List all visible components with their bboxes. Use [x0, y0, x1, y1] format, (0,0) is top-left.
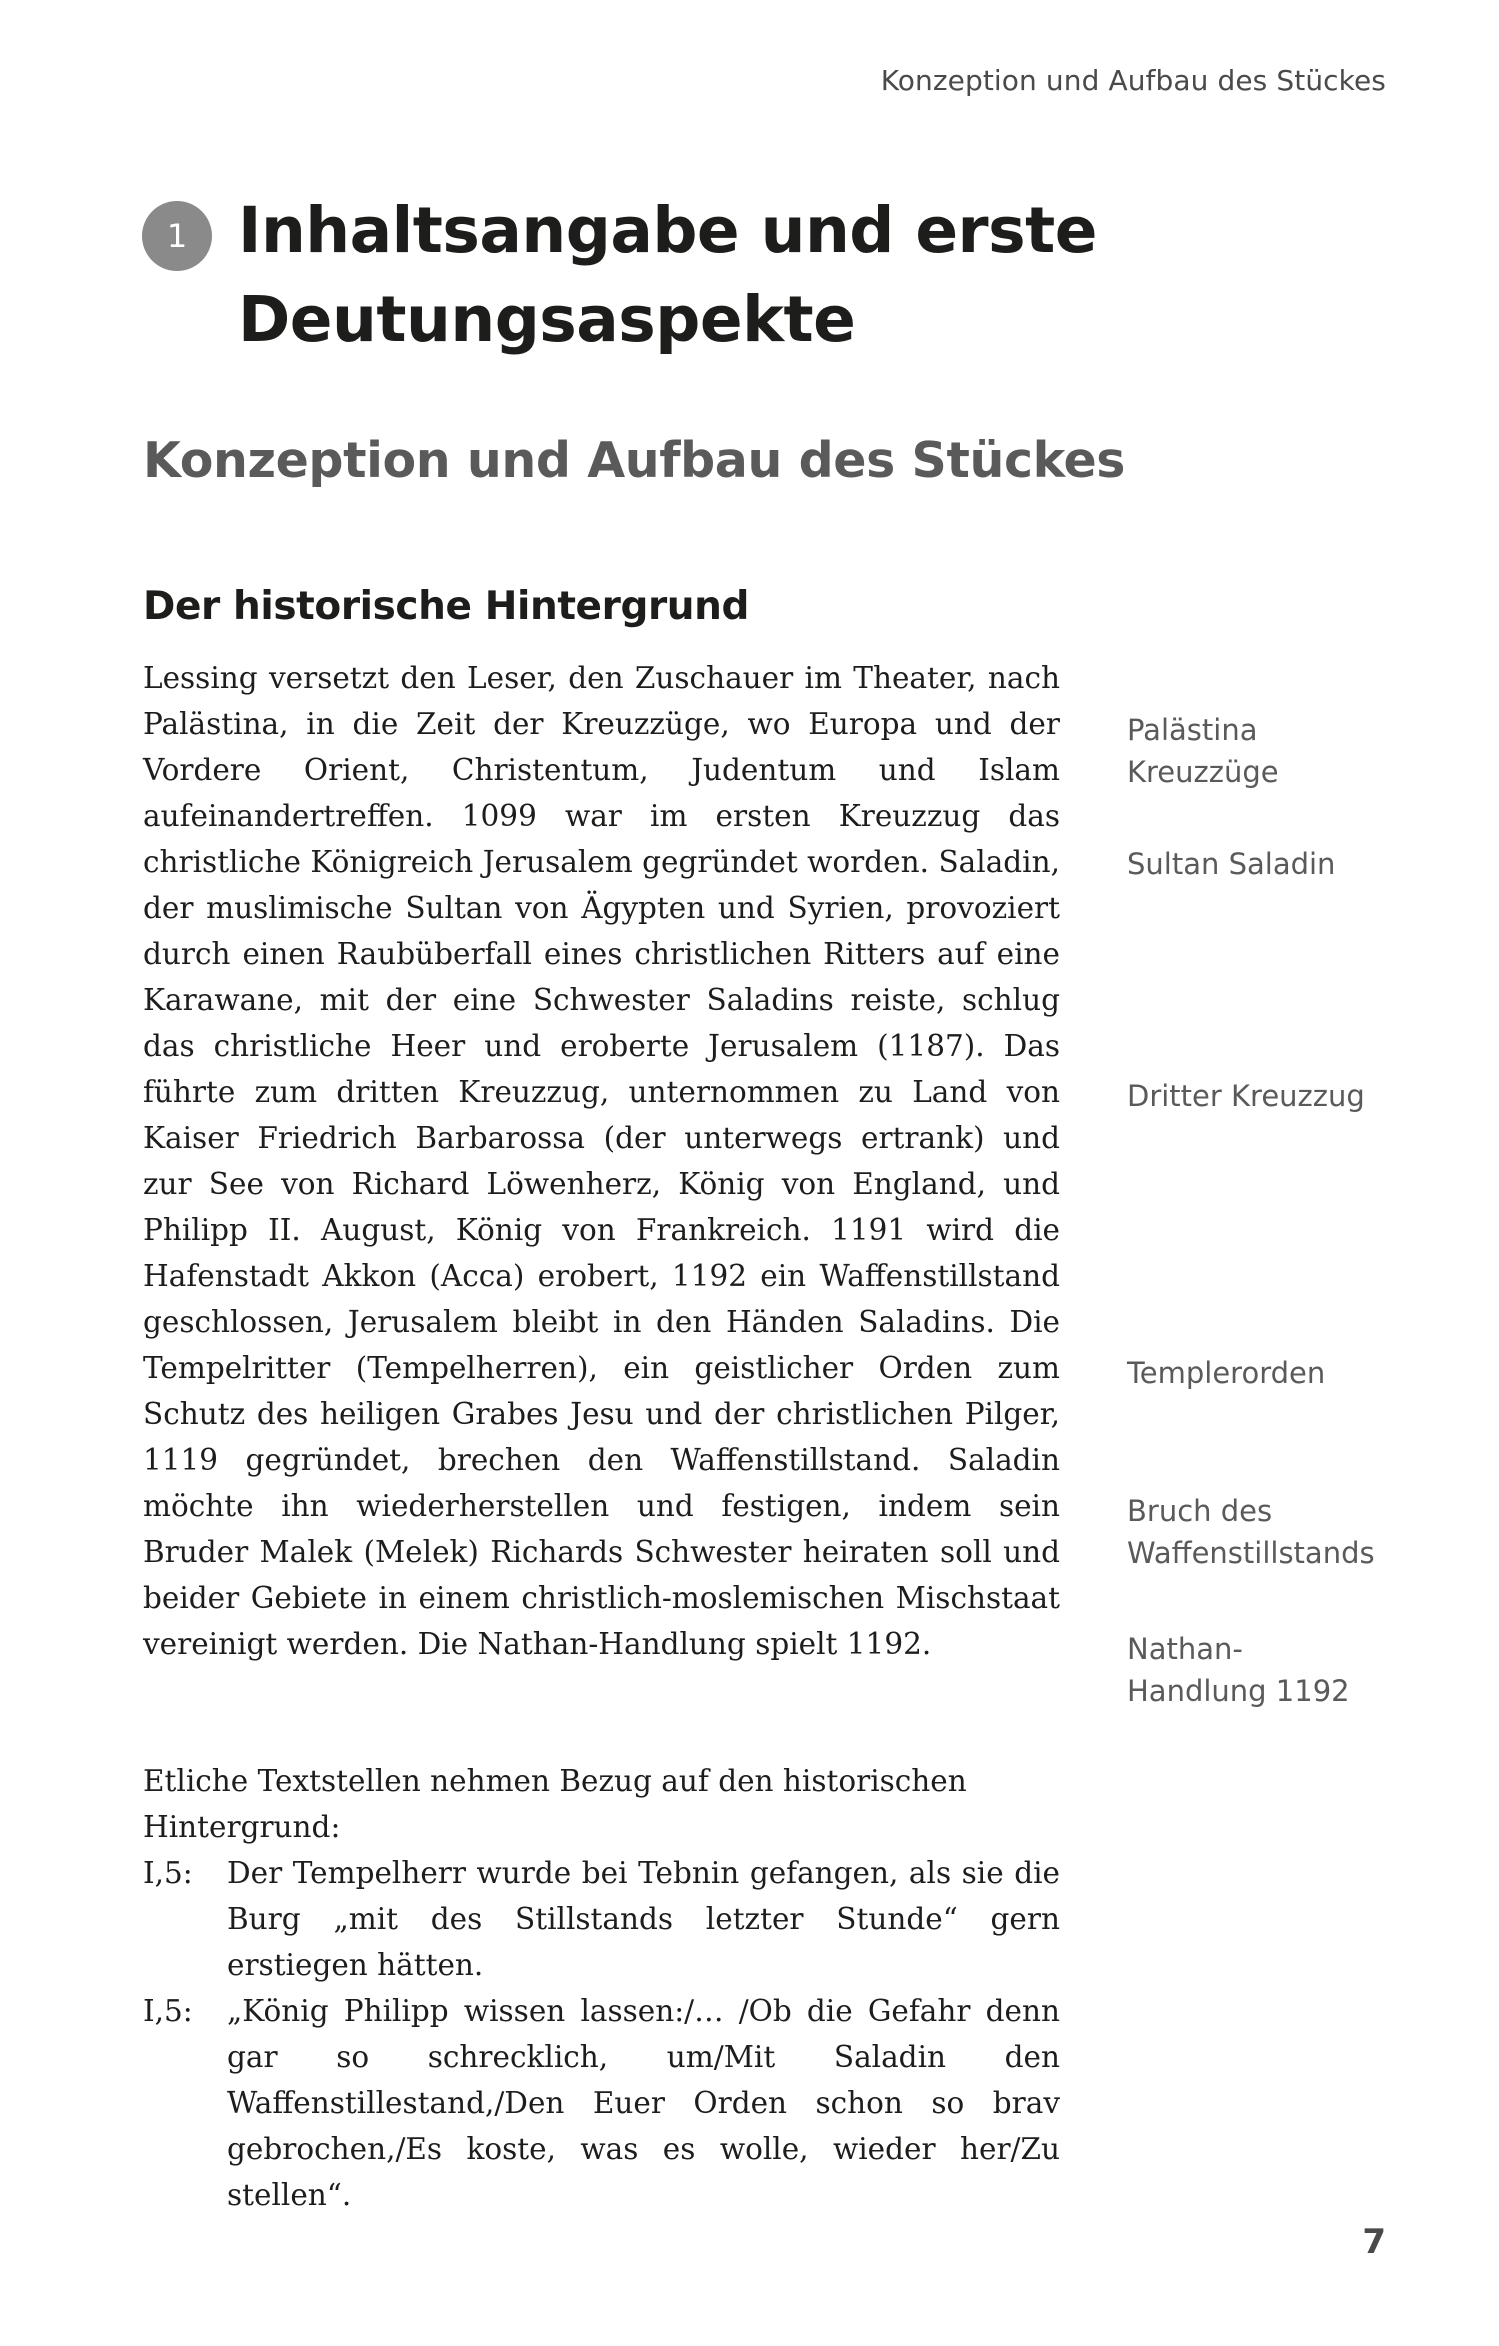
margin-note-bruch: Bruch des Waffenstillstands: [1127, 1494, 1375, 1570]
page-number: 7: [1362, 2222, 1386, 2262]
body-paragraph: Lessing versetzt den Leser, den Zuschauer im Theater, nach Palästina, in die Zeit der Kreuzzüge, wo Europa und der Vordere Orient, Christentum, Judentum und Islam aufeinandertreffen. 1099 war im ersten Kreuzzug das christliche Königreich Jerusalem gegründet worden. Saladin, der muslimische Sultan von Ägypten und Syrien, provoziert durch einen Raubüberfall eines christlichen Ritters auf eine Karawane, mit der eine Schwester Saladins reiste, schlug das christliche Heer und eroberte Jerusalem (1187). Das führte zum dritten Kreuzzug, unternommen zu Land von Kaiser Friedrich Barbarossa (der unterwegs ertrank) und zur See von Richard Löwenherz, König von England, und Philipp II. August, König von Frankreich. 1191 wird die Hafenstadt Akkon (Acca) erobert, 1192 ein Waffenstillstand geschlossen, Jerusalem bleibt in den Händen Saladins. Die Tempelritter (Tempelherren), ein geistlicher Orden zum Schutz des heiligen Grabes Jesu und der christlichen Pilger, 1119 gegründet, brechen den Waffenstillstand. Saladin möchte ihn wiederherstellen und festigen, indem sein Bruder Malek (Melek) Richards Schwester heiraten soll und beider Gebiete in einem christlich-moslemischen Mischstaat vereinigt werden. Die Nathan-Handlung spielt 1192.: [143, 661, 1060, 1661]
chapter-title: Inhaltsangabe und erste Deutungsaspekte: [238, 194, 1097, 356]
margin-note-templerorden: Templerorden: [1127, 1356, 1326, 1390]
quote-item: [143, 1988, 1060, 2218]
intro-paragraph: Etliche Textstellen nehmen Bezug auf den historischen Hintergrund:: [143, 1764, 967, 1844]
quote-item: [143, 1850, 1060, 1988]
quote-reference: I,5:: [143, 1856, 193, 1890]
margin-note-palaestina: Palästina Kreuzzüge: [1127, 713, 1279, 789]
running-header: Konzeption und Aufbau des Stückes: [880, 64, 1386, 97]
margin-note-saladin: Sultan Saladin: [1127, 847, 1336, 881]
quote-text: „König Philipp wissen lassen:/… /Ob die Gefahr denn gar so schrecklich, um/Mit Saladin den Waffenstillestand,/Den Euer Orden schon so brav gebrochen,/Es koste, was es wolle, wieder her/Zu stellen“.: [227, 1994, 1060, 2212]
chapter-number-badge: 1: [142, 201, 212, 271]
quote-list: [143, 1850, 1060, 2218]
subsection-title: Der historische Hintergrund: [143, 584, 750, 629]
margin-note-dritter-kreuzzug: Dritter Kreuzzug: [1127, 1079, 1365, 1113]
margin-note-nathan: Nathan- Handlung 1192: [1127, 1632, 1350, 1708]
quote-reference: I,5:: [143, 1994, 193, 2028]
quote-text: Der Tempelherr wurde bei Tebnin gefangen, als sie die Burg „mit des Stillstands letzter Stunde“ gern erstiegen hätten.: [227, 1856, 1060, 1982]
section-title: Konzeption und Aufbau des Stückes: [143, 432, 1126, 489]
